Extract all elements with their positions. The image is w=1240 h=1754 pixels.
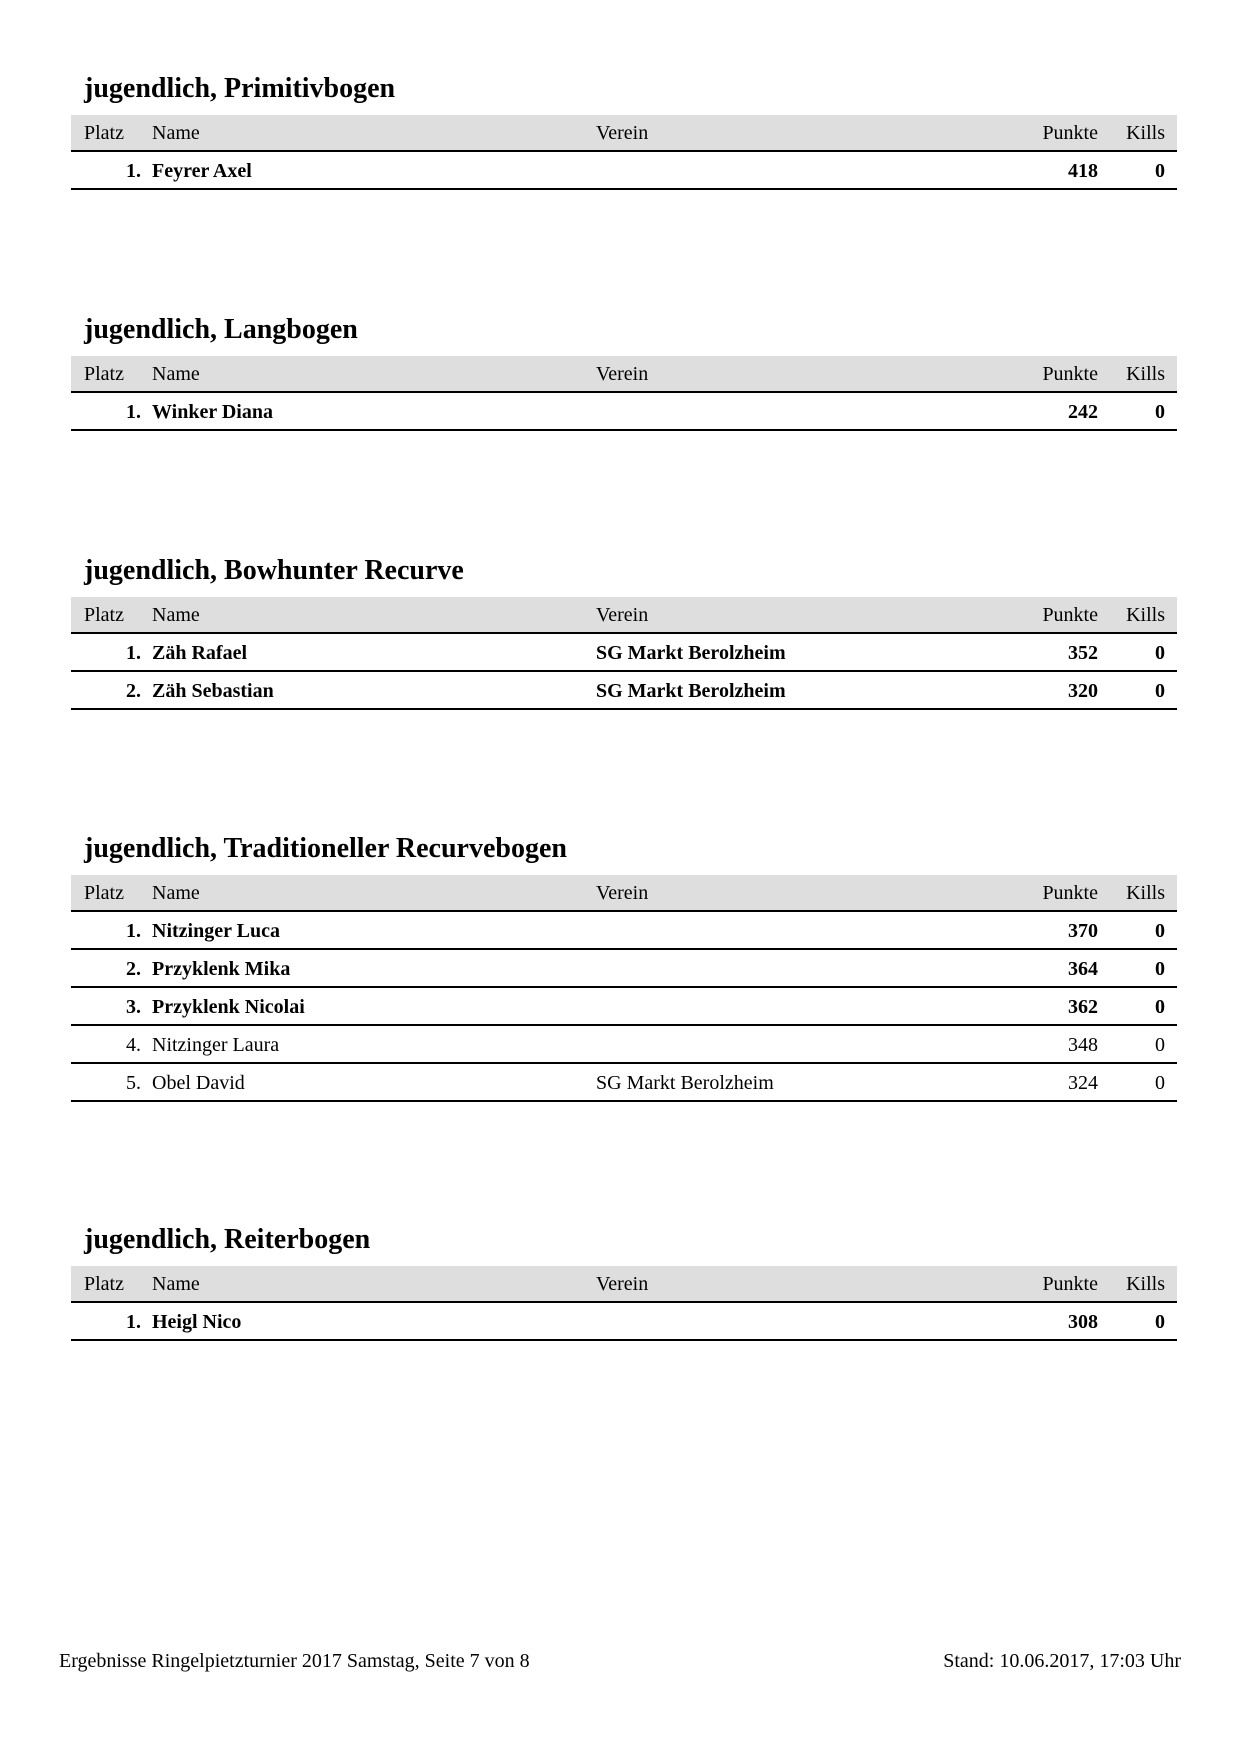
row-platz: 1.	[126, 401, 141, 423]
section-title: jugendlich, Bowhunter Recurve	[84, 555, 464, 586]
row-name: Heigl Nico	[152, 1311, 242, 1333]
row-kills: 0	[1155, 1034, 1165, 1056]
column-header-verein: Verein	[596, 604, 649, 626]
row-kills: 0	[1155, 1072, 1165, 1094]
row-platz: 3.	[126, 996, 141, 1018]
row-punkte: 370	[1068, 920, 1098, 942]
column-header-kills: Kills	[1126, 1273, 1165, 1295]
column-header-platz: Platz	[84, 604, 124, 626]
column-header-punkte: Punkte	[1042, 363, 1098, 385]
column-header-verein: Verein	[596, 122, 649, 144]
column-header-kills: Kills	[1126, 122, 1165, 144]
row-platz: 1.	[126, 642, 141, 664]
column-header-punkte: Punkte	[1042, 882, 1098, 904]
row-verein: SG Markt Berolzheim	[596, 1072, 774, 1094]
column-header-name: Name	[152, 882, 200, 904]
row-kills: 0	[1155, 958, 1165, 980]
row-platz: 1.	[126, 920, 141, 942]
column-header-platz: Platz	[84, 363, 124, 385]
column-header-punkte: Punkte	[1042, 604, 1098, 626]
row-punkte: 364	[1068, 958, 1098, 980]
footer-right: Stand: 10.06.2017, 17:03 Uhr	[943, 1650, 1181, 1672]
row-verein: SG Markt Berolzheim	[596, 642, 786, 664]
column-header-verein: Verein	[596, 363, 649, 385]
row-name: Przyklenk Nicolai	[152, 996, 305, 1018]
section-title: jugendlich, Langbogen	[84, 314, 358, 345]
row-kills: 0	[1155, 920, 1165, 942]
column-header-platz: Platz	[84, 882, 124, 904]
column-header-platz: Platz	[84, 122, 124, 144]
row-name: Przyklenk Mika	[152, 958, 291, 980]
column-header-verein: Verein	[596, 882, 649, 904]
row-kills: 0	[1155, 996, 1165, 1018]
row-verein: SG Markt Berolzheim	[596, 680, 786, 702]
row-name: Nitzinger Laura	[152, 1034, 280, 1056]
row-platz: 1.	[126, 160, 141, 182]
column-header-platz: Platz	[84, 1273, 124, 1295]
row-punkte: 362	[1068, 996, 1098, 1018]
table-row	[71, 634, 1177, 672]
row-name: Zäh Sebastian	[152, 680, 274, 702]
table-header-row	[71, 115, 1177, 152]
table-row	[71, 1064, 1177, 1102]
column-header-kills: Kills	[1126, 604, 1165, 626]
footer-left: Ergebnisse Ringelpietzturnier 2017 Samstag, Seite 7 von 8	[59, 1650, 530, 1672]
section-title: jugendlich, Traditioneller Recurvebogen	[84, 833, 567, 864]
table-row	[71, 1026, 1177, 1064]
table-header-row	[71, 597, 1177, 634]
row-name: Obel David	[152, 1072, 245, 1094]
table-header-row	[71, 875, 1177, 912]
table-row	[71, 672, 1177, 710]
row-platz: 1.	[126, 1311, 141, 1333]
section-title: jugendlich, Primitivbogen	[84, 73, 396, 104]
row-kills: 0	[1155, 642, 1165, 664]
row-punkte: 320	[1068, 680, 1098, 702]
row-punkte: 352	[1068, 642, 1098, 664]
table-row	[71, 393, 1177, 431]
column-header-kills: Kills	[1126, 882, 1165, 904]
column-header-kills: Kills	[1126, 363, 1165, 385]
table-row	[71, 988, 1177, 1026]
row-punkte: 242	[1068, 401, 1098, 423]
column-header-punkte: Punkte	[1042, 1273, 1098, 1295]
row-platz: 4.	[126, 1034, 141, 1056]
row-name: Nitzinger Luca	[152, 920, 280, 942]
table-header-row	[71, 356, 1177, 393]
table-header-row	[71, 1266, 1177, 1303]
row-punkte: 308	[1068, 1311, 1098, 1333]
column-header-verein: Verein	[596, 1273, 649, 1295]
column-header-name: Name	[152, 604, 200, 626]
table-row	[71, 1303, 1177, 1341]
table-row	[71, 152, 1177, 190]
row-kills: 0	[1155, 1311, 1165, 1333]
row-punkte: 348	[1068, 1034, 1098, 1056]
row-platz: 5.	[126, 1072, 141, 1094]
row-name: Winker Diana	[152, 401, 273, 423]
row-kills: 0	[1155, 160, 1165, 182]
column-header-name: Name	[152, 122, 200, 144]
column-header-name: Name	[152, 363, 200, 385]
row-platz: 2.	[126, 680, 141, 702]
table-row	[71, 912, 1177, 950]
row-punkte: 418	[1068, 160, 1098, 182]
column-header-punkte: Punkte	[1042, 122, 1098, 144]
column-header-name: Name	[152, 1273, 200, 1295]
table-row	[71, 950, 1177, 988]
row-kills: 0	[1155, 401, 1165, 423]
row-kills: 0	[1155, 680, 1165, 702]
row-name: Feyrer Axel	[152, 160, 252, 182]
row-punkte: 324	[1068, 1072, 1098, 1094]
section-title: jugendlich, Reiterbogen	[84, 1224, 371, 1255]
row-name: Zäh Rafael	[152, 642, 247, 664]
row-platz: 2.	[126, 958, 141, 980]
